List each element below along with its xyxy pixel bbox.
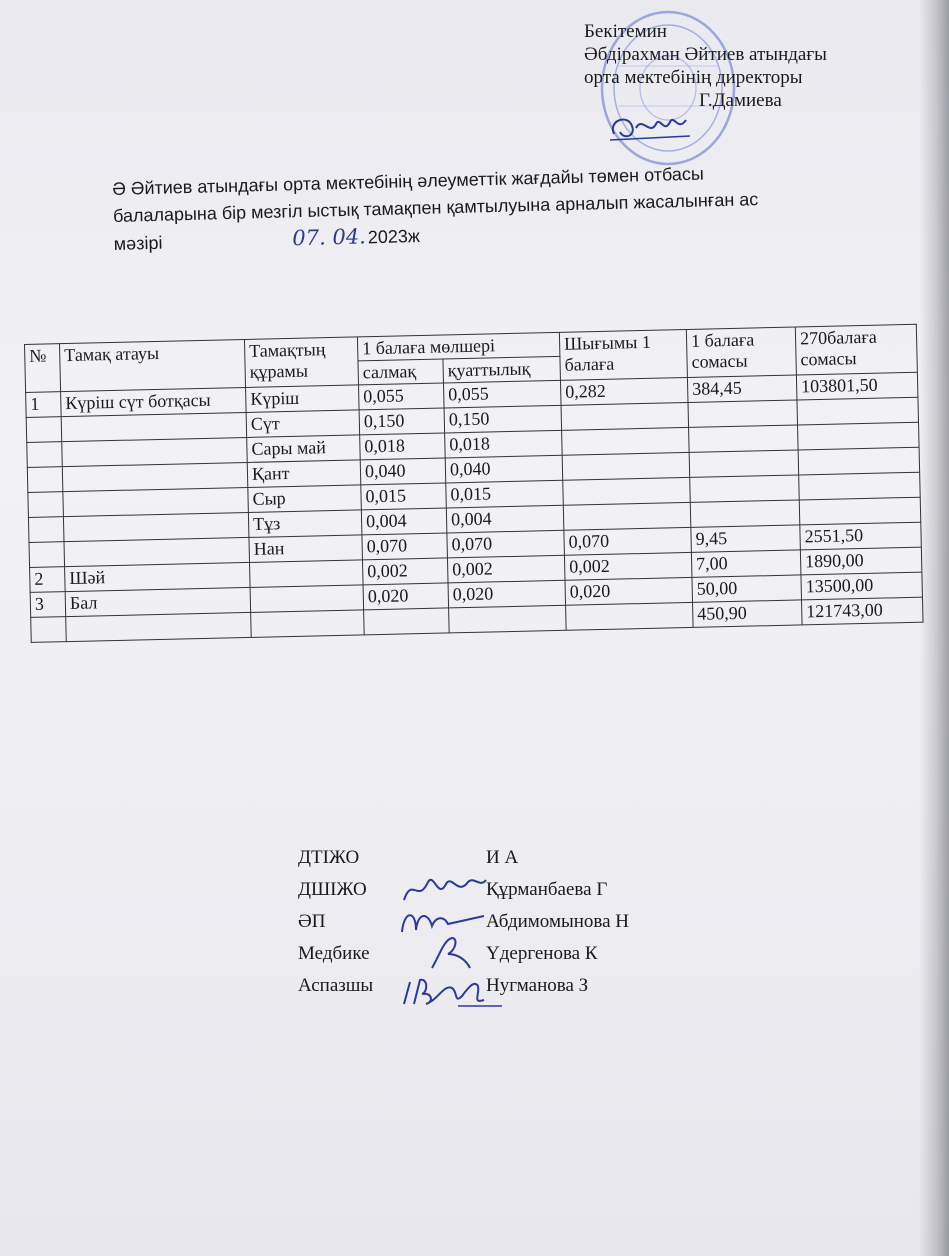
cell-sum-270 — [798, 447, 920, 475]
cell-sum-one — [689, 425, 799, 452]
cell-ingredient: Тұз — [248, 510, 362, 538]
cell-ingredient: Сары май — [247, 435, 361, 463]
signature-scribble-icon — [394, 904, 486, 938]
header-per-child: 1 балаға мөлшері — [357, 332, 559, 361]
cell-ingredient: Күріш — [246, 385, 360, 413]
cell-cost — [566, 602, 694, 630]
cell-num: 1 — [26, 392, 62, 418]
cell-name: Бал — [65, 587, 251, 616]
cell-num — [28, 517, 64, 543]
cell-name — [66, 612, 252, 641]
signature-name: И А — [486, 847, 519, 868]
cell-cost — [562, 452, 690, 480]
document-title — [112, 156, 874, 258]
cell-cost: 0,282 — [560, 377, 688, 405]
cell-name: Шәй — [65, 562, 251, 591]
approval-heading: Бекітемин — [584, 21, 667, 42]
cell-name: Күріш сүт ботқасы — [61, 387, 247, 416]
signatures-block — [298, 842, 629, 1002]
cell-sum-270: 2551,50 — [800, 522, 922, 550]
cell-weight — [364, 608, 450, 635]
cell-energy: 0,020 — [448, 580, 566, 608]
header-sum-270: 270балаға сомасы — [795, 324, 917, 375]
cell-num — [26, 417, 62, 443]
cell-sum-270 — [797, 397, 919, 425]
cell-sum-270: 13500,00 — [801, 572, 923, 600]
cell-sum-one — [690, 500, 800, 527]
title-menu-word: мәзірі — [113, 232, 163, 254]
approval-school: Әбдірахман Әйтиев атындағы — [584, 44, 827, 65]
cell-sum-one: 7,00 — [691, 550, 801, 577]
header-sum-one: 1 балаға сомасы — [686, 327, 796, 377]
cell-sum-270 — [799, 497, 921, 525]
signature-role: ӘП — [298, 911, 326, 932]
cell-cost — [562, 427, 690, 455]
signature-role: Медбике — [298, 943, 370, 964]
signature-name: Абдимомынова Н — [486, 911, 630, 932]
header-name: Тамақ атауы — [60, 339, 246, 391]
cell-cost: 0,002 — [564, 552, 692, 580]
cell-sum-270 — [798, 422, 920, 450]
cell-sum-270: 1890,00 — [800, 547, 922, 575]
cell-cost: 0,020 — [565, 577, 693, 605]
signature-name: Үдергенова К — [486, 943, 598, 964]
title-line-2: балаларына бір мезгіл ыстық тамақпен қамтылуына арналып жасалынған ас — [112, 189, 759, 226]
cell-weight: 0,040 — [360, 458, 446, 485]
cell-sum-one: 9,45 — [691, 525, 801, 552]
signature-scribble-icon — [398, 970, 508, 1012]
approval-signer: Г.Дамиева — [699, 90, 782, 111]
cell-sum-one: 450,90 — [693, 600, 803, 627]
cell-ingredient: Сүт — [246, 410, 360, 438]
cell-cost — [563, 502, 691, 530]
cell-energy: 0,015 — [446, 480, 564, 508]
cell-sum-270: 103801,50 — [796, 372, 918, 400]
header-num: № — [25, 344, 61, 393]
cell-weight: 0,015 — [361, 483, 447, 510]
approval-block — [584, 20, 827, 112]
cell-num — [31, 617, 67, 643]
cell-energy — [449, 605, 567, 633]
cell-weight: 0,002 — [362, 558, 448, 585]
cell-energy: 0,055 — [443, 380, 561, 408]
menu-table — [24, 324, 924, 643]
cell-weight: 0,070 — [362, 533, 448, 560]
signature-scribble-icon — [422, 934, 476, 974]
cell-cost — [563, 477, 691, 505]
header-weight: салмақ — [358, 359, 444, 385]
cell-ingredient — [250, 560, 364, 588]
cell-sum-270: 121743,00 — [802, 597, 924, 625]
cell-cost: 0,070 — [564, 527, 692, 555]
cell-weight: 0,055 — [359, 383, 445, 410]
signature-role: ДТІЖО — [298, 847, 360, 868]
cell-ingredient: Сыр — [248, 485, 362, 513]
cell-ingredient — [251, 610, 365, 638]
cell-weight: 0,020 — [363, 583, 449, 610]
cell-energy: 0,150 — [444, 405, 562, 433]
cell-num — [29, 542, 65, 568]
cell-num — [28, 492, 64, 518]
cell-sum-one: 50,00 — [692, 575, 802, 602]
cell-energy: 0,004 — [446, 505, 564, 533]
director-signature-icon — [606, 106, 691, 146]
cell-num: 3 — [30, 592, 66, 618]
cell-ingredient — [250, 585, 364, 613]
approval-position: орта мектебінің директоры — [584, 67, 803, 88]
cell-num: 2 — [30, 567, 66, 593]
cell-num — [27, 442, 63, 468]
signature-name: Нугманова З — [486, 975, 589, 996]
cell-energy: 0,018 — [445, 430, 563, 458]
signature-role: ДШІЖО — [298, 879, 367, 900]
cell-sum-one — [688, 400, 798, 427]
cell-sum-270 — [799, 472, 921, 500]
handwritten-date: 07. 04. — [292, 224, 367, 251]
cell-sum-one — [690, 475, 800, 502]
signature-role: Аспазшы — [298, 975, 374, 996]
menu-table-body — [26, 372, 923, 642]
title-line-1: Ә Әйтиев атындағы орта мектебінің әлеуметтік жағдайы төмен отбасы — [112, 163, 705, 199]
cell-energy: 0,070 — [447, 530, 565, 558]
cell-energy: 0,040 — [445, 455, 563, 483]
header-cost: Шығымы 1 балаға — [559, 329, 687, 380]
cell-num — [27, 467, 63, 493]
header-composition: Тамақтың құрамы — [244, 337, 358, 388]
cell-energy: 0,002 — [447, 555, 565, 583]
cell-ingredient: Қант — [247, 460, 361, 488]
cell-ingredient: Нан — [249, 535, 363, 563]
signature-scribble-icon — [398, 870, 488, 908]
cell-weight: 0,018 — [360, 433, 446, 460]
cell-weight: 0,150 — [359, 408, 445, 435]
cell-cost — [561, 402, 689, 430]
cell-weight: 0,004 — [361, 508, 447, 535]
cell-sum-one: 384,45 — [687, 375, 797, 402]
cell-sum-one — [689, 450, 799, 477]
title-year: 2023ж — [367, 225, 421, 248]
header-energy: қуаттылық — [443, 356, 561, 383]
signature-name: Құрманбаева Г — [486, 879, 608, 900]
page-shadow-edge — [919, 0, 949, 1256]
